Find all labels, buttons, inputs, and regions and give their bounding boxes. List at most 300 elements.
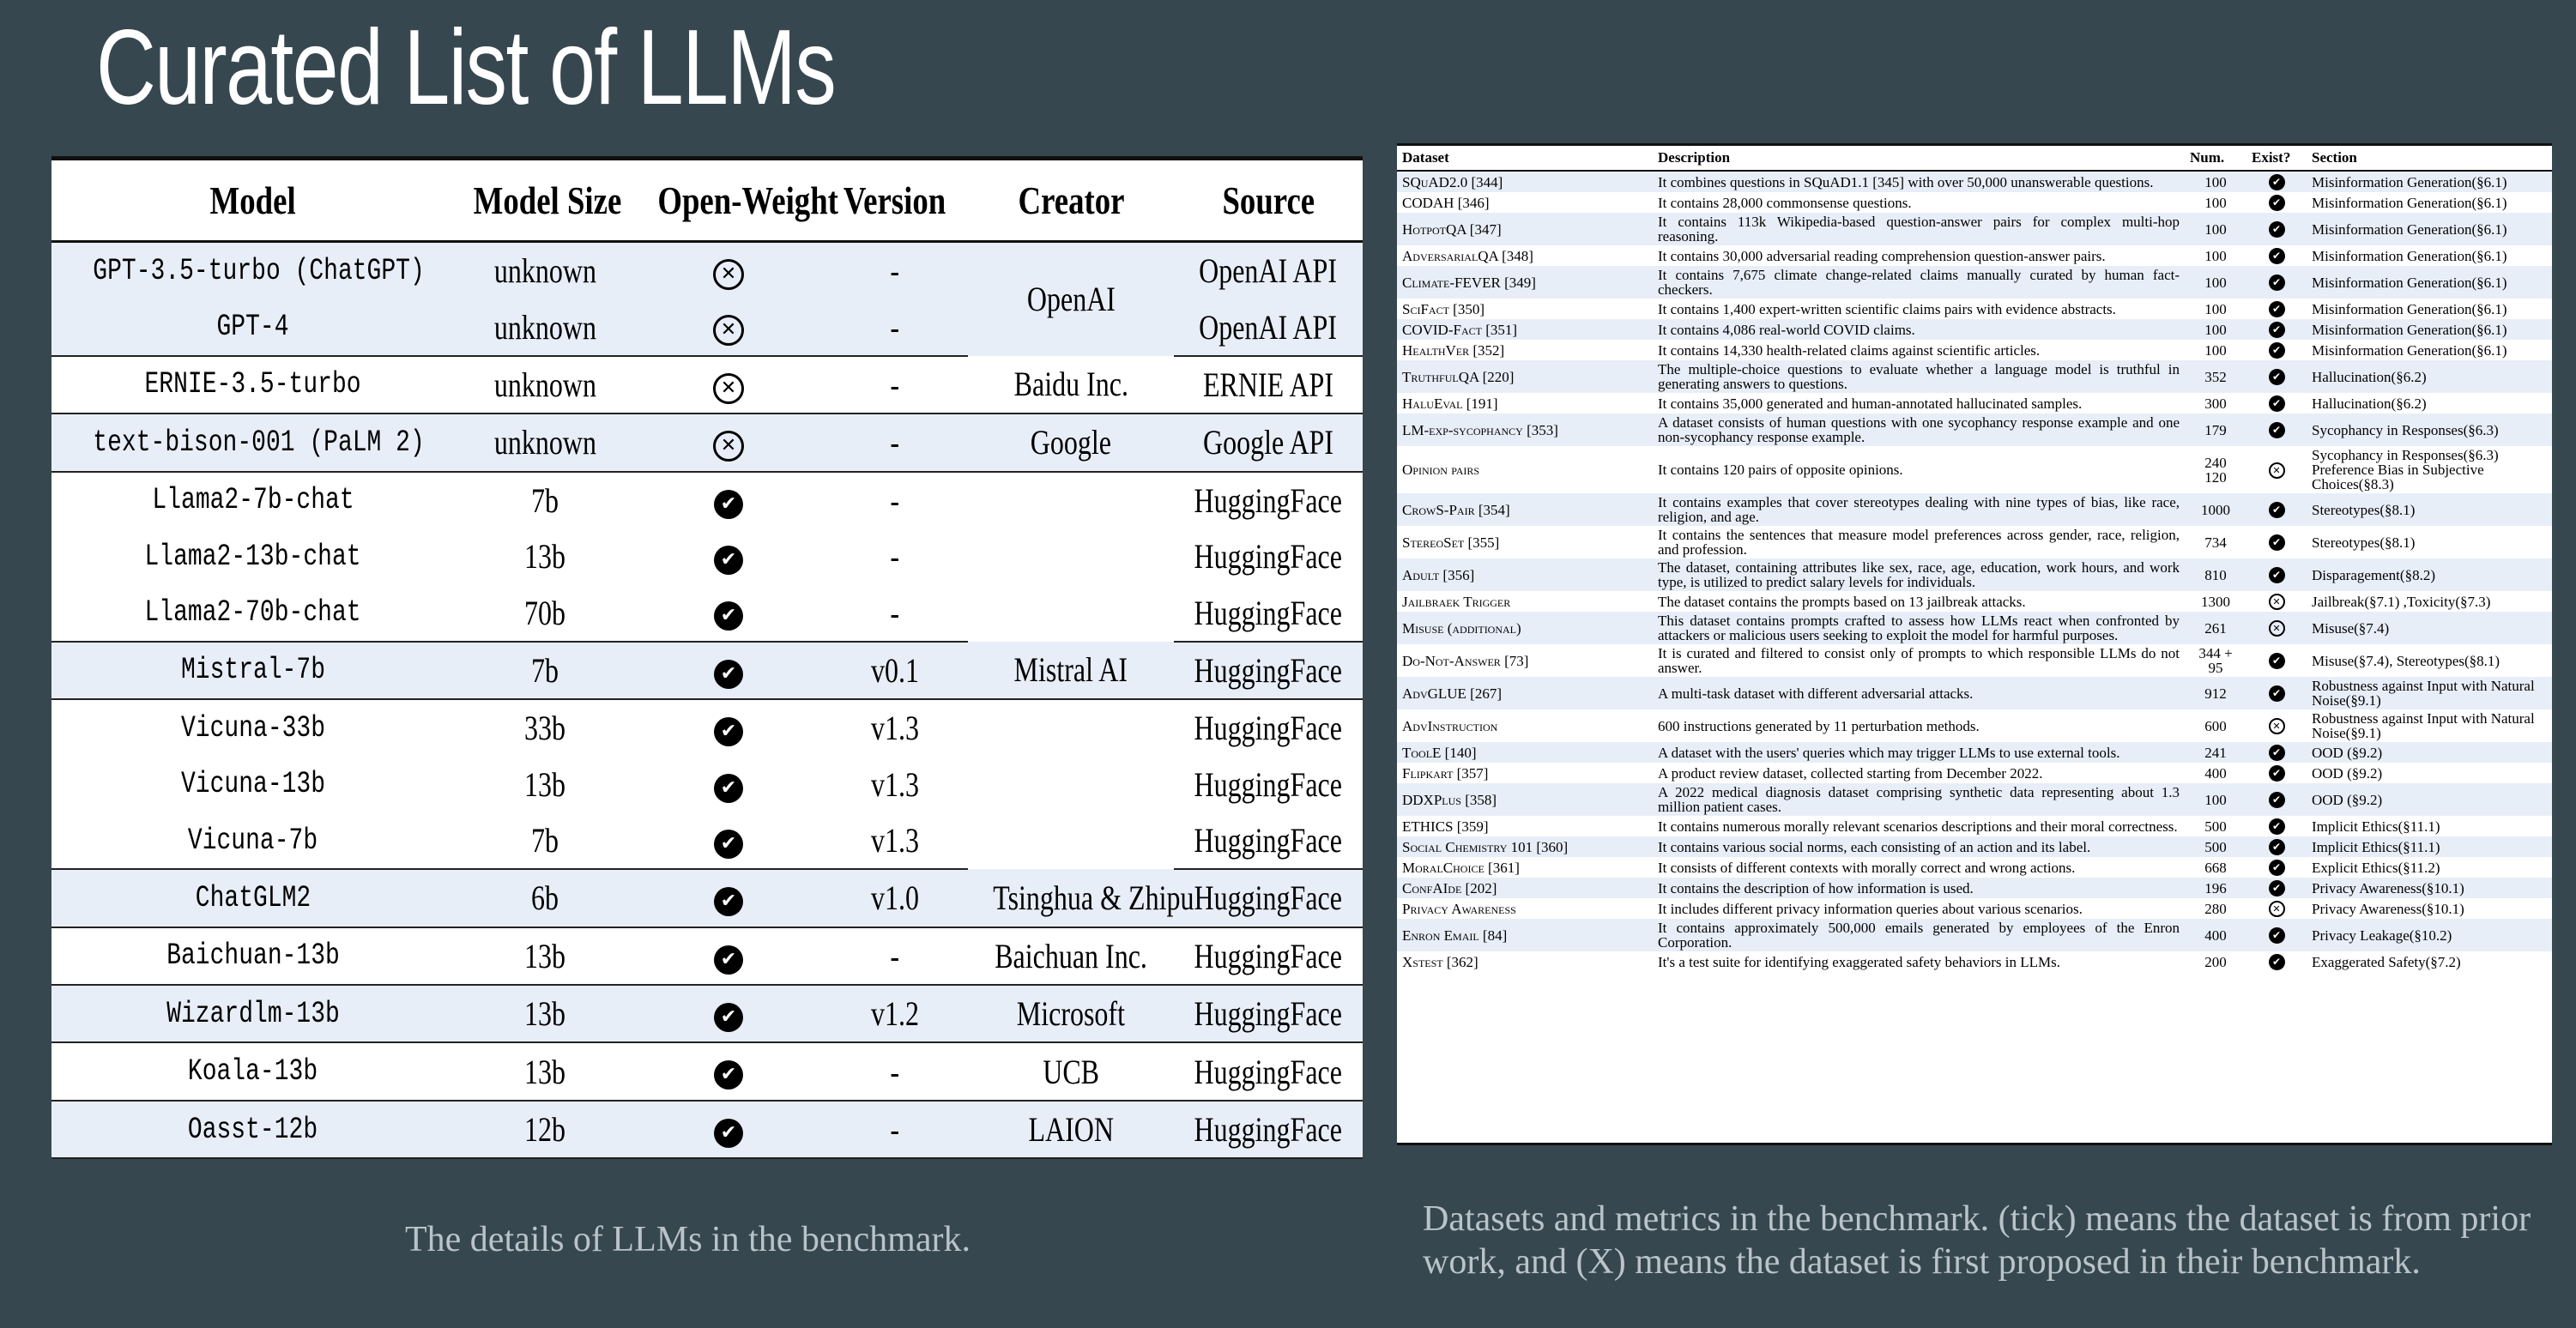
dataset-num: 734 — [2204, 534, 2227, 551]
open-weight-cell — [635, 985, 822, 1042]
dataset-name: ToolE [140] — [1397, 742, 1653, 763]
dataset-name: Opinion pairs — [1402, 462, 1480, 478]
model-version: v0.1 — [822, 642, 968, 699]
dataset-section: Misinformation Generation(§6.1) — [2307, 266, 2552, 299]
dataset-row — [1397, 816, 2552, 836]
dataset-exist-cell — [2246, 816, 2307, 836]
dataset-name: HaluEval [191] — [1402, 395, 1498, 412]
check-circle-icon: ✔ — [2269, 954, 2285, 970]
dataset-exist-cell — [2246, 677, 2307, 709]
dataset-exist-cell — [2246, 360, 2307, 393]
check-circle-icon: ✔ — [2269, 322, 2285, 338]
caption-datasets-table: Datasets and metrics in the benchmark. (tick) means the dataset is from prior work, and (X) means the dataset is first proposed in their benchmark. — [1423, 1199, 2531, 1282]
dataset-num: 1300 — [2201, 593, 2230, 610]
model-name: Llama2-13b-chat — [144, 539, 362, 574]
dataset-description: A multi-task dataset with different adversarial attacks. — [1653, 677, 2185, 709]
dataset-exist-cell — [2246, 192, 2307, 213]
dataset-exist-cell — [2246, 836, 2307, 857]
open-weight-cell — [635, 413, 822, 471]
header-exist: Exist? — [2246, 146, 2307, 171]
dataset-num: 100 — [2204, 341, 2227, 359]
check-circle-icon: ✔ — [2269, 301, 2285, 317]
dataset-row — [1397, 709, 2552, 742]
check-circle-icon: ✔ — [714, 945, 743, 975]
header-creator: Creator — [968, 160, 1174, 242]
check-circle-icon: ✔ — [2269, 369, 2285, 385]
dataset-description: A product review dataset, collected starting from December 2022. — [1658, 764, 2043, 782]
check-circle-icon: ✔ — [2269, 927, 2285, 944]
dataset-name: MoralChoice [361] — [1402, 859, 1520, 876]
model-size: 13b — [455, 985, 635, 1042]
dataset-section: Misinformation Generation(§6.1) — [2312, 247, 2507, 264]
dataset-exist-cell — [2246, 213, 2307, 245]
dataset-description: 600 instructions generated by 11 perturbation methods. — [1658, 717, 1980, 734]
datasets-table — [1397, 143, 2552, 1145]
dataset-num: 100 — [2185, 213, 2246, 245]
dataset-section: Privacy Awareness(§10.1) — [2307, 878, 2552, 898]
check-circle-icon: ✔ — [2269, 502, 2285, 518]
model-version: v1.3 — [871, 709, 919, 748]
model-creator: OpenAI — [968, 242, 1174, 356]
dataset-row — [1397, 951, 2552, 972]
dataset-description: It is curated and filtered to consist only of prompts to which responsible LLMs do not answer. — [1658, 645, 2180, 676]
model-creator: Tsinghua & Zhipu — [968, 869, 1174, 927]
llm-row — [51, 472, 1363, 528]
dataset-row — [1397, 319, 2552, 340]
model-name: text-bison-001 (PaLM 2) — [51, 413, 455, 471]
dataset-section: Misuse(§7.4), Stereotypes(§8.1) — [2312, 652, 2500, 669]
dataset-name: Social Chemistry 101 [360] — [1397, 836, 1653, 857]
model-name: Llama2-70b-chat — [51, 584, 455, 641]
dataset-num: 100 — [2185, 319, 2246, 340]
dataset-section: Disparagement(§8.2) — [2307, 558, 2552, 591]
model-creator: UCB — [968, 1042, 1174, 1100]
dataset-section: Sycophancy in Responses(§6.3) Preference Bias in Subjective Choices(§8.3) — [2312, 447, 2499, 492]
dataset-name: CrowS-Pair [354] — [1397, 493, 1653, 526]
dataset-row — [1397, 558, 2552, 591]
check-circle-icon: ✔ — [2269, 395, 2285, 412]
dataset-description: It contains 14,330 health-related claims against scientific articles. — [1658, 341, 2041, 359]
dataset-section: Misinformation Generation(§6.1) — [2307, 171, 2552, 192]
dataset-section: Stereotypes(§8.1) — [2307, 493, 2552, 526]
open-weight-cell — [635, 869, 822, 927]
model-creator: Mistral AI — [968, 642, 1174, 699]
dataset-description: It contains approximately 500,000 emails generated by employees of the Enron Corporation. — [1653, 919, 2185, 951]
dataset-section: OOD (§9.2) — [2307, 783, 2552, 816]
header-model: Model — [51, 160, 455, 242]
llm-row — [51, 413, 1363, 471]
dataset-num: 179 — [2185, 413, 2246, 446]
dataset-num: 100 — [2185, 266, 2246, 299]
check-circle-icon: ✔ — [2269, 221, 2285, 238]
model-version: v1.3 — [822, 812, 968, 869]
model-source: HuggingFace — [1174, 1042, 1363, 1100]
dataset-name: Xstest [362] — [1402, 953, 1478, 970]
dataset-num: 400 — [2204, 764, 2227, 782]
dataset-row — [1397, 836, 2552, 857]
dataset-exist-cell — [2246, 526, 2307, 558]
model-source: HuggingFace — [1174, 869, 1363, 927]
dataset-section: Misinformation Generation(§6.1) — [2307, 213, 2552, 245]
dataset-description: A dataset with the users' queries which may trigger LLMs to use external tools. — [1653, 742, 2185, 763]
model-name: Mistral-7b — [51, 642, 455, 699]
dataset-exist-cell — [2246, 591, 2307, 612]
model-version: - — [890, 480, 900, 520]
dataset-row — [1397, 171, 2552, 192]
model-creator: Baidu Inc. — [968, 356, 1174, 413]
dataset-section: Implicit Ethics(§11.1) — [2307, 836, 2552, 857]
dataset-num: 500 — [2185, 836, 2246, 857]
llm-row — [51, 985, 1363, 1042]
model-size: 7b — [531, 480, 559, 520]
model-name: Vicuna-33b — [180, 710, 326, 745]
check-circle-icon: ✔ — [2269, 765, 2285, 782]
model-creator: Google — [968, 413, 1174, 471]
dataset-row — [1397, 644, 2552, 677]
dataset-section: Exaggerated Safety(§7.2) — [2312, 953, 2461, 970]
caption-llm-table: The details of LLMs in the benchmark. — [405, 1220, 971, 1259]
dataset-name: ConfAIde [202] — [1397, 878, 1653, 898]
dataset-row — [1397, 898, 2552, 919]
dataset-name: DDXPlus [358] — [1397, 783, 1653, 816]
dataset-description: The multiple-choice questions to evaluate whether a language model is truthful in generating answers to questions. — [1653, 360, 2185, 393]
model-name: Wizardlm-13b — [51, 985, 455, 1042]
dataset-section: Misuse(§7.4) — [2307, 612, 2552, 644]
dataset-num: 240 120 — [2204, 454, 2227, 486]
dataset-name: CODAH [346] — [1402, 194, 1490, 211]
llm-row — [51, 1042, 1363, 1100]
dataset-num: 400 — [2185, 919, 2246, 951]
dataset-section: Robustness against Input with Natural Noise(§9.1) — [2307, 677, 2552, 709]
llm-row — [51, 642, 1363, 699]
header-description: Description — [1653, 146, 2185, 171]
model-version: v1.2 — [822, 985, 968, 1042]
header-version: Version — [822, 160, 968, 242]
open-weight-cell — [635, 528, 822, 584]
dataset-section: Privacy Awareness(§10.1) — [2312, 900, 2464, 917]
model-source: HuggingFace — [1174, 584, 1363, 641]
model-size: 70b — [455, 584, 635, 641]
dataset-description: It's a test suite for identifying exaggerated safety behaviors in LLMs. — [1658, 953, 2061, 970]
dataset-section: Robustness against Input with Natural Noise(§9.1) — [2312, 710, 2535, 741]
model-size: unknown — [455, 299, 635, 355]
open-weight-cell — [635, 584, 822, 641]
llm-row — [51, 242, 1363, 299]
model-creator: Baichuan Inc. — [968, 927, 1174, 985]
model-creator: LAION — [968, 1101, 1174, 1158]
dataset-exist-cell — [2246, 857, 2307, 878]
dataset-name: Enron Email [84] — [1397, 919, 1653, 951]
check-circle-icon: ✔ — [2269, 839, 2285, 855]
check-circle-icon: ✔ — [714, 1003, 743, 1032]
model-source: ERNIE API — [1174, 356, 1363, 413]
dataset-row — [1397, 266, 2552, 299]
dataset-description: It includes different privacy information queries about various scenarios. — [1658, 900, 2083, 917]
model-name: Llama2-7b-chat — [152, 483, 354, 518]
dataset-row — [1397, 446, 2552, 493]
dataset-description: It contains 30,000 adversarial reading comprehension question-answer pairs. — [1658, 247, 2106, 264]
dataset-row — [1397, 493, 2552, 526]
dataset-exist-cell — [2246, 446, 2307, 493]
model-name: GPT-4 — [51, 299, 455, 355]
check-circle-icon: ✔ — [714, 830, 743, 859]
x-circle-icon: ✕ — [2269, 901, 2285, 917]
check-circle-icon: ✔ — [2269, 653, 2285, 669]
dataset-exist-cell — [2246, 763, 2307, 783]
dataset-row — [1397, 360, 2552, 393]
dataset-name: HotpotQA [347] — [1397, 213, 1653, 245]
model-size: 13b — [524, 764, 565, 804]
model-source: OpenAI API — [1174, 242, 1363, 299]
llm-row — [51, 869, 1363, 927]
model-source: HuggingFace — [1174, 812, 1363, 869]
dataset-num: 912 — [2185, 677, 2246, 709]
dataset-exist-cell — [2246, 493, 2307, 526]
dataset-row — [1397, 245, 2552, 266]
model-size: 13b — [524, 537, 565, 576]
model-size: 7b — [455, 812, 635, 869]
check-circle-icon: ✔ — [714, 546, 743, 575]
dataset-name: TruthfulQA [220] — [1397, 360, 1653, 393]
dataset-row — [1397, 612, 2552, 644]
dataset-name: AdversarialQA [348] — [1402, 247, 1533, 264]
model-source: Google API — [1174, 413, 1363, 471]
check-circle-icon: ✔ — [2269, 174, 2285, 190]
open-weight-cell — [635, 927, 822, 985]
check-circle-icon: ✔ — [2269, 275, 2285, 291]
llm-row — [51, 699, 1363, 756]
model-size: 7b — [455, 642, 635, 699]
dataset-row — [1397, 783, 2552, 816]
dataset-exist-cell — [2246, 171, 2307, 192]
dataset-description: A 2022 medical diagnosis dataset comprising synthetic data representing about 1.3 million patient cases. — [1653, 783, 2185, 816]
dataset-row — [1397, 677, 2552, 709]
dataset-name: Do-Not-Answer [73] — [1402, 652, 1529, 669]
dataset-num: 261 — [2185, 612, 2246, 644]
dataset-description: It contains the description of how information is used. — [1653, 878, 2185, 898]
open-weight-cell — [635, 242, 822, 299]
open-weight-cell — [635, 1042, 822, 1100]
dataset-row — [1397, 742, 2552, 763]
dataset-name: AdvInstruction — [1402, 717, 1498, 734]
open-weight-cell — [635, 757, 822, 812]
dataset-row — [1397, 526, 2552, 558]
dataset-section: Stereotypes(§8.1) — [2312, 534, 2416, 551]
dataset-description: It contains various social norms, each consisting of an action and its label. — [1653, 836, 2185, 857]
dataset-description: It contains 120 pairs of opposite opinions. — [1658, 462, 1903, 478]
dataset-row — [1397, 299, 2552, 319]
model-source: HuggingFace — [1194, 480, 1343, 520]
open-weight-cell — [635, 299, 822, 355]
model-version: - — [822, 927, 968, 985]
dataset-section: Jailbreak(§7.1) ,Toxicity(§7.3) — [2312, 593, 2491, 610]
dataset-num: 1000 — [2185, 493, 2246, 526]
model-source: HuggingFace — [1174, 985, 1363, 1042]
dataset-row — [1397, 213, 2552, 245]
dataset-name: Jailbraek Trigger — [1402, 593, 1511, 610]
model-version: - — [822, 1042, 968, 1100]
dataset-name: HealthVer [352] — [1402, 341, 1505, 359]
x-circle-icon: ✕ — [2269, 594, 2285, 610]
dataset-description: It combines questions in SQuAD1.1 [345] with over 50,000 unanswerable questions. — [1653, 171, 2185, 192]
dataset-num: 280 — [2204, 900, 2227, 917]
dataset-exist-cell — [2246, 340, 2307, 360]
model-name: Oasst-12b — [51, 1101, 455, 1158]
dataset-exist-cell — [2246, 644, 2307, 677]
model-version: - — [890, 537, 900, 576]
model-version: - — [822, 242, 968, 299]
dataset-description: A dataset consists of human questions with one sycophancy response example and one non-sycophancy response example. — [1653, 413, 2185, 446]
dataset-num: 500 — [2204, 818, 2227, 835]
dataset-description: It contains the sentences that measure model preferences across gender, race, religion, and profession. — [1658, 527, 2180, 558]
check-circle-icon: ✔ — [2269, 422, 2285, 438]
check-circle-icon: ✔ — [2269, 880, 2285, 896]
dataset-name: SciFact [350] — [1402, 300, 1485, 317]
open-weight-cell — [635, 699, 822, 756]
model-name: ERNIE-3.5-turbo — [51, 356, 455, 413]
dataset-section: OOD (§9.2) — [2312, 764, 2383, 782]
check-circle-icon: ✔ — [714, 887, 743, 916]
check-circle-icon: ✔ — [2269, 342, 2285, 359]
check-circle-icon: ✔ — [714, 660, 743, 689]
open-weight-cell — [635, 812, 822, 869]
dataset-name: StereoSet [355] — [1402, 534, 1500, 551]
model-name: Koala-13b — [51, 1042, 455, 1100]
check-circle-icon: ✔ — [714, 601, 743, 631]
x-circle-icon: ✕ — [713, 373, 744, 404]
header-dataset: Dataset — [1397, 146, 1653, 171]
dataset-row — [1397, 857, 2552, 878]
model-name: Baichuan-13b — [51, 927, 455, 985]
check-circle-icon: ✔ — [2269, 534, 2285, 551]
check-circle-icon: ✔ — [714, 774, 743, 803]
dataset-section: Misinformation Generation(§6.1) — [2307, 319, 2552, 340]
dataset-name: Climate-FEVER [349] — [1397, 266, 1653, 299]
dataset-row — [1397, 340, 2552, 360]
model-version: v1.3 — [871, 764, 919, 804]
dataset-description: It consists of different contexts with morally correct and wrong actions. — [1658, 859, 2076, 876]
header-num: Num. — [2185, 146, 2246, 171]
dataset-name: ETHICS [359] — [1402, 818, 1489, 835]
model-size: unknown — [455, 356, 635, 413]
dataset-exist-cell — [2246, 898, 2307, 919]
open-weight-cell — [635, 472, 822, 528]
model-version: - — [822, 1101, 968, 1158]
open-weight-cell — [635, 356, 822, 413]
dataset-num: 100 — [2185, 171, 2246, 192]
model-version: - — [822, 413, 968, 471]
dataset-name: LM-exp-sycophancy [353] — [1397, 413, 1653, 446]
dataset-description: It contains 28,000 commonsense questions. — [1658, 194, 1912, 211]
dataset-exist-cell — [2246, 299, 2307, 319]
dataset-num: 241 — [2185, 742, 2246, 763]
dataset-row — [1397, 192, 2552, 213]
model-name: Vicuna-7b — [51, 812, 455, 869]
x-circle-icon: ✕ — [713, 431, 744, 462]
header-open-weight: Open-Weight — [635, 160, 822, 242]
dataset-num: 344 + 95 — [2198, 645, 2233, 676]
llm-row — [51, 927, 1363, 985]
dataset-name: AdvGLUE [267] — [1397, 677, 1653, 709]
check-circle-icon: ✔ — [714, 717, 743, 746]
llm-row — [51, 1101, 1363, 1158]
model-size: 13b — [455, 927, 635, 985]
model-size: 6b — [455, 869, 635, 927]
x-circle-icon: ✕ — [2269, 718, 2285, 734]
model-source: HuggingFace — [1174, 927, 1363, 985]
dataset-description: It contains 113k Wikipedia-based question-answer pairs for complex multi-hop reasoning. — [1653, 213, 2185, 245]
model-creator — [968, 699, 1174, 869]
check-circle-icon: ✔ — [714, 490, 743, 519]
model-name: GPT-3.5-turbo (ChatGPT) — [51, 242, 455, 299]
dataset-section: Hallucination(§6.2) — [2312, 395, 2427, 412]
dataset-description: This dataset contains prompts crafted to assess how LLMs react when confronted by attackers or malicious users seeking to exploit the model for harmful purposes. — [1653, 612, 2185, 644]
check-circle-icon: ✔ — [2269, 195, 2285, 211]
model-size: 12b — [455, 1101, 635, 1158]
dataset-exist-cell — [2246, 709, 2307, 742]
dataset-name: Misuse (additional) — [1397, 612, 1653, 644]
dataset-row — [1397, 393, 2552, 413]
dataset-name: Adult [356] — [1397, 558, 1653, 591]
model-size: unknown — [455, 242, 635, 299]
dataset-description: It contains 7,675 climate change-related claims manually curated by human fact-checkers. — [1653, 266, 2185, 299]
dataset-num: 300 — [2204, 395, 2227, 412]
dataset-description: It contains examples that cover stereotypes dealing with nine types of bias, like race, religion, and age. — [1653, 493, 2185, 526]
dataset-exist-cell — [2246, 266, 2307, 299]
dataset-name: SQuAD2.0 [344] — [1397, 171, 1653, 192]
dataset-exist-cell — [2246, 413, 2307, 446]
dataset-num: 810 — [2185, 558, 2246, 591]
dataset-section: Misinformation Generation(§6.1) — [2312, 194, 2507, 211]
check-circle-icon: ✔ — [2269, 860, 2285, 876]
model-size: 13b — [455, 1042, 635, 1100]
x-circle-icon: ✕ — [2269, 462, 2285, 479]
header-model-size: Model Size — [455, 160, 635, 242]
dataset-section: Privacy Leakage(§10.2) — [2307, 919, 2552, 951]
x-circle-icon: ✕ — [713, 259, 744, 290]
dataset-row — [1397, 591, 2552, 612]
dataset-exist-cell — [2246, 783, 2307, 816]
check-circle-icon: ✔ — [2269, 818, 2285, 835]
dataset-exist-cell — [2246, 245, 2307, 266]
model-version: - — [822, 356, 968, 413]
dataset-exist-cell — [2246, 742, 2307, 763]
dataset-num: 668 — [2204, 859, 2227, 876]
model-size: unknown — [455, 413, 635, 471]
model-creator: Microsoft — [968, 985, 1174, 1042]
llm-details-table — [51, 156, 1363, 1150]
dataset-description: It contains numerous morally relevant scenarios descriptions and their moral correctness. — [1658, 818, 2178, 835]
dataset-num: 100 — [2204, 300, 2227, 317]
check-circle-icon: ✔ — [2269, 685, 2285, 702]
dataset-exist-cell — [2246, 878, 2307, 898]
model-size: 33b — [524, 709, 565, 748]
header-source: Source — [1174, 160, 1363, 242]
model-version: - — [822, 299, 968, 355]
model-source: OpenAI API — [1174, 299, 1363, 355]
model-version: v1.0 — [822, 869, 968, 927]
dataset-description: The dataset contains the prompts based on 13 jailbreak attacks. — [1658, 593, 2026, 610]
dataset-section: Implicit Ethics(§11.1) — [2312, 818, 2440, 835]
dataset-row — [1397, 763, 2552, 783]
model-creator — [968, 472, 1174, 642]
dataset-exist-cell — [2246, 919, 2307, 951]
open-weight-cell — [635, 1101, 822, 1158]
dataset-description: It contains 4,086 real-world COVID claims. — [1653, 319, 2185, 340]
dataset-num: 200 — [2204, 953, 2227, 970]
dataset-exist-cell — [2246, 319, 2307, 340]
dataset-name: Privacy Awareness — [1402, 900, 1516, 917]
